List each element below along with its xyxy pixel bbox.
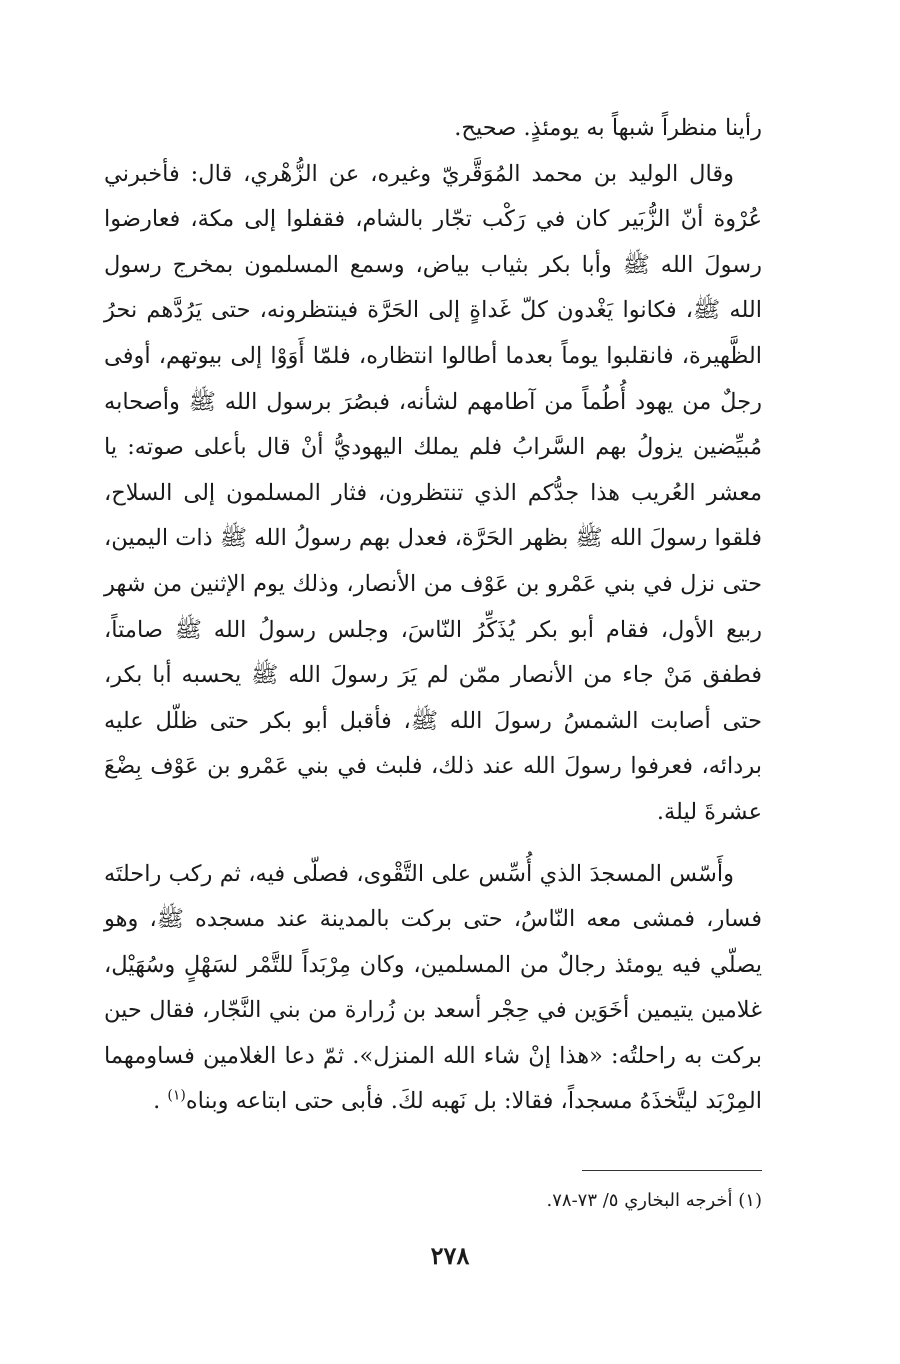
page-number: ٢٧٨	[430, 1241, 470, 1270]
paragraph-end-mark: .	[153, 1088, 161, 1115]
footnote: (١) أخرجه البخاري ٥/ ٧٣-٧٨.	[546, 1190, 762, 1211]
paragraph-continuation: رأينا منظراً شبهاً به يومئذٍ. صحيح.	[454, 115, 762, 141]
footnote-divider	[582, 1170, 762, 1171]
paragraph-mosque-founding: وأَسّس المسجدَ الذي أُسِّس على التَّقْوى، فصلّى فيه، ثم ركب راحلتَه فسار، فمشى معه النّاسُ، حتى بركت بالمدينة عند مسجده ﷺ، وهو يصلّي فيه يومئذ رجالٌ من المسلمين، وكان مِرْبَداً للتَّمْر لسَهْلٍ وسُهَيْل، غلامين يتيمين أخَوَين في حِجْر أسعد بن زُرارة من بني النَّجّار، فقال حين بركت به راحلتُه: «هذا إنْ شاء الله المنزل». ثمّ دعا الغلامين فساومهما المِرْبَد ليتَّخذَهُ مسجداً، فقالا: بل نَهبه لكَ. فأبى حتى ابتاعه وبناه$^{(١)}$ .	[104, 860, 762, 1115]
footnote-reference[interactable]: (١)	[167, 1087, 186, 1104]
main-text	[104, 106, 762, 1125]
paragraph-hijra-arrival: وقال الوليد بن محمد المُوَقَّريّ وغيره، عن الزُّهْري، قال: فأخبرني عُرْوة أنّ الزُّبَير كان في رَكْب تجّار بالشام، فقفلوا إلى مكة، فعارضوا رسولَ الله ﷺ وأبا بكر بثياب بياض، وسمع المسلمون بمخرج رسول الله ﷺ، فكانوا يَغْدون كلّ غَداةٍ إلى الحَرَّة فينتظرونه، حتى يَرُدَّهم نحرُ الظَّهيرة، فانقلبوا يوماً بعدما أطالوا انتظاره، فلمّا أَوَوْا إلى بيوتهم، أوفى رجلٌ من يهود أُطُماً من آطامهم لشأنه، فبصُرَ برسول الله ﷺ وأصحابه مُبيِّضين يزولُ بهم السَّرابُ فلم يملك اليهوديُّ أنْ قال بأعلى صوته: يا معشر العُريب هذا جدُّكم الذي تنتظرون، فثار المسلمون إلى السلاح، فلقوا رسولَ الله ﷺ بظهر الحَرَّة، فعدل بهم رسولُ الله ﷺ ذات اليمين، حتى نزل في بني عَمْرو بن عَوْف من الأنصار، وذلك يوم الإثنين من شهر ربيع الأول، فقام أبو بكر يُذَكِّرُ النّاسَ، وجلس رسولُ الله ﷺ صامتاً، فطفق مَنْ جاء من الأنصار ممّن لم يَرَ رسولَ الله ﷺ يحسبه أبا بكر، حتى أصابت الشمسُ رسولَ الله ﷺ، فأقبل أبو بكر حتى ظلّل عليه بردائه، فعرفوا رسولَ الله عند ذلك، فلبث في بني عَمْرو بن عَوْف بِضْعَ عشرةَ ليلة.	[104, 160, 762, 825]
